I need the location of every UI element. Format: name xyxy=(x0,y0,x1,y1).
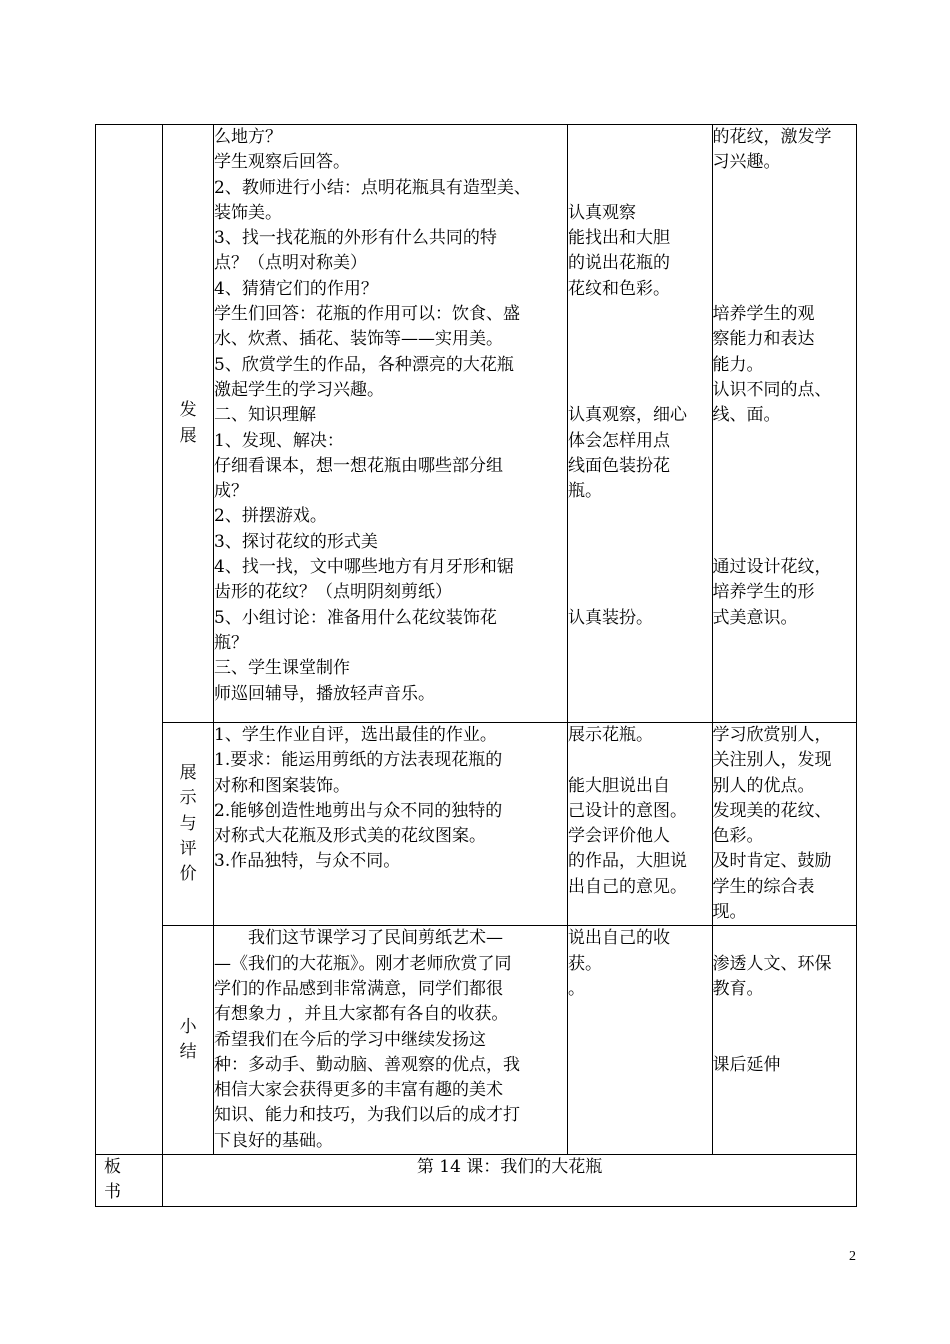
text-line: 二、知识理解 xyxy=(214,405,316,426)
stage-cell-display xyxy=(163,723,214,926)
text-line xyxy=(568,530,711,555)
text-line: 线面色装扮花 xyxy=(568,455,671,476)
text-line: 2、拼摆游戏。 xyxy=(214,506,327,527)
text-line xyxy=(713,277,857,302)
text-line: 现。 xyxy=(712,902,747,923)
text-line: 水、炊煮、插花、装饰等——实用美。 xyxy=(214,329,503,350)
student-lines xyxy=(568,125,711,631)
design-intent-display xyxy=(712,723,857,926)
row-display xyxy=(96,723,857,926)
content-lines xyxy=(214,723,567,875)
text-line: 学们的作品感到非常满意，同学们都很 xyxy=(214,978,503,999)
text-line xyxy=(568,150,711,175)
text-line xyxy=(568,176,711,201)
text-line: —《我们的大花瓶》。刚才老师欣赏了同 xyxy=(214,953,512,974)
text-line xyxy=(568,125,711,150)
text-line: 及时肯定、鼓励 xyxy=(712,851,832,872)
intent-lines xyxy=(713,723,857,925)
text-line: 线、面。 xyxy=(712,405,781,426)
text-line: 希望我们在今后的学习中继续发扬这 xyxy=(214,1029,486,1050)
teacher-activity-display xyxy=(214,723,568,926)
text-line: 出自己的意见。 xyxy=(568,876,688,897)
text-line: 体会怎样用点 xyxy=(568,430,671,451)
text-line xyxy=(568,555,711,580)
text-line: 渗透人文、环保 xyxy=(712,953,832,974)
text-line xyxy=(568,378,711,403)
board-label-cell xyxy=(96,1155,163,1207)
text-line: 的花纹，激发学 xyxy=(712,127,832,147)
text-line: 色彩。 xyxy=(712,826,764,847)
text-line: 仔细看课本，想一想花瓶由哪些部分组 xyxy=(214,455,503,476)
text-line: 瓶。 xyxy=(568,481,603,502)
text-line xyxy=(713,1002,857,1027)
text-line: 培养学生的观 xyxy=(712,304,815,325)
student-activity-summary xyxy=(568,926,712,1155)
text-line: 我们这节课学习了民间剪纸艺术— xyxy=(248,928,503,949)
board-title-cell xyxy=(163,1155,857,1207)
text-line: 1、学生作业自评，选出最佳的作业。 xyxy=(214,725,497,745)
intent-lines xyxy=(713,926,857,1078)
text-line: 知识、能力和技巧，为我们以后的成才打 xyxy=(214,1105,520,1126)
student-activity-development xyxy=(568,125,712,723)
text-line: 通过设计花纹， xyxy=(712,557,832,578)
text-line: 么地方？ xyxy=(214,127,282,147)
text-line: 认真装扮。 xyxy=(568,607,654,628)
text-line: 3、探讨花纹的形式美 xyxy=(214,531,378,552)
text-line: 的作品，大胆说 xyxy=(568,851,688,872)
text-line: 培养学生的形 xyxy=(712,582,815,603)
text-line xyxy=(713,429,857,454)
text-line: 能找出和大胆 xyxy=(568,228,671,249)
text-line: 的说出花瓶的 xyxy=(568,253,671,274)
text-line: 认真观察 xyxy=(568,202,637,223)
text-line xyxy=(568,302,711,327)
intent-lines xyxy=(713,125,857,631)
content-lines xyxy=(214,926,567,1154)
text-line xyxy=(713,1028,857,1053)
text-line: 关注别人，发现 xyxy=(712,750,832,771)
text-line: 2.能够创造性地剪出与众不同的独特的 xyxy=(214,800,503,821)
page-number: 2 xyxy=(849,1249,856,1264)
text-line: 3.作品独特，与众不同。 xyxy=(214,851,401,872)
text-line: 有想象力 ，并且大家都有各自的收获。 xyxy=(214,1004,509,1025)
text-line: 5、小组讨论：准备用什么花纹装饰花 xyxy=(214,607,497,628)
text-line xyxy=(713,226,857,251)
text-line: 3、找一找花瓶的外形有什么共同的特 xyxy=(214,228,497,249)
row-board xyxy=(96,1155,857,1207)
text-line: 。 xyxy=(568,978,586,999)
text-line: 己设计的意图。 xyxy=(568,800,688,821)
text-line xyxy=(568,327,711,352)
text-line: 激起学生的学习兴趣。 xyxy=(214,379,384,400)
text-line: 学生们回答：花瓶的作用可以：饮食、盛 xyxy=(214,304,520,325)
text-line: 能大胆说出自 xyxy=(568,775,671,796)
text-line: 学会评价他人 xyxy=(568,826,671,847)
text-line: 别人的优点。 xyxy=(712,775,815,796)
text-line xyxy=(713,926,857,951)
text-line: 4、找一找，文中哪些地方有月牙形和锯 xyxy=(214,557,514,578)
student-activity-display xyxy=(568,723,712,926)
text-line xyxy=(568,580,711,605)
text-line xyxy=(713,201,857,226)
text-line: 学生观察后回答。 xyxy=(214,152,350,173)
text-line xyxy=(713,251,857,276)
stage-cell-development xyxy=(163,125,214,723)
row-summary xyxy=(96,926,857,1155)
text-line xyxy=(713,504,857,529)
text-line: 察能力和表达 xyxy=(712,329,815,350)
text-line: 1.要求：能运用剪纸的方法表现花瓶的 xyxy=(214,750,503,771)
text-line: 学生的综合表 xyxy=(712,876,815,897)
stage-label-display: 展示与评价 xyxy=(179,762,197,885)
text-line: 相信大家会获得更多的丰富有趣的美术 xyxy=(214,1080,503,1101)
text-line: 三、学生课堂制作 xyxy=(214,658,350,679)
design-intent-summary xyxy=(712,926,857,1155)
text-line: 点？（点明对称美） xyxy=(214,253,367,274)
text-line: 展示花瓶。 xyxy=(568,725,654,745)
text-line xyxy=(713,530,857,555)
text-line: 齿形的花纹？（点明阴刻剪纸） xyxy=(214,582,452,603)
text-line: 花纹和色彩。 xyxy=(568,278,671,299)
stage-label-development: 发展 xyxy=(179,400,197,446)
text-line: 认识不同的点、 xyxy=(712,379,832,400)
text-line xyxy=(568,748,711,773)
text-line: 认真观察，细心 xyxy=(568,405,688,426)
text-line xyxy=(713,454,857,479)
text-line: 获。 xyxy=(568,953,603,974)
text-line: 说出自己的收 xyxy=(568,928,671,949)
stage-label-summary: 小结 xyxy=(179,1016,197,1063)
text-line: 下良好的基础。 xyxy=(214,1130,333,1151)
teacher-activity-development xyxy=(214,125,568,723)
text-line: 种：多动手、勤动脑、善观察的优点，我 xyxy=(214,1054,520,1075)
text-line: 对称和图案装饰。 xyxy=(214,775,350,796)
text-line: 2、教师进行小结：点明花瓶具有造型美、 xyxy=(214,177,531,198)
text-line: 瓶？ xyxy=(214,632,248,653)
text-line: 5、欣赏学生的作品，各种漂亮的大花瓶 xyxy=(214,354,514,375)
text-line: 学习欣赏别人， xyxy=(712,725,832,745)
text-line: 发现美的花纹、 xyxy=(712,800,832,821)
text-line xyxy=(713,479,857,504)
stage-cell-summary xyxy=(163,926,214,1155)
teacher-activity-summary xyxy=(214,926,568,1155)
text-line: 式美意识。 xyxy=(712,607,798,628)
text-line: 4、猜猜它们的作用？ xyxy=(214,278,378,299)
text-line: 师巡回辅导，播放轻声音乐。 xyxy=(214,683,435,704)
text-line xyxy=(568,353,711,378)
student-lines xyxy=(568,723,711,900)
student-lines xyxy=(568,926,711,1002)
phase-column-cell xyxy=(96,125,163,1155)
board-title: 第 14 课：我们的大花瓶 xyxy=(416,1157,603,1178)
text-line xyxy=(713,176,857,201)
text-line: 1、发现、解决： xyxy=(214,430,344,451)
row-development xyxy=(96,125,857,723)
board-label: 板书 xyxy=(104,1157,121,1203)
text-line: 课后延伸 xyxy=(712,1054,781,1075)
text-line: 装饰美。 xyxy=(214,202,282,223)
text-line: 教育。 xyxy=(712,978,764,999)
content-lines xyxy=(214,125,567,707)
text-line xyxy=(568,504,711,529)
text-line: 对称式大花瓶及形式美的花纹图案。 xyxy=(214,826,486,847)
lesson-plan-table xyxy=(95,124,857,1207)
design-intent-development xyxy=(712,125,857,723)
text-line: 成？ xyxy=(214,481,248,502)
text-line: 习兴趣。 xyxy=(712,152,781,173)
text-line: 能力。 xyxy=(712,354,764,375)
